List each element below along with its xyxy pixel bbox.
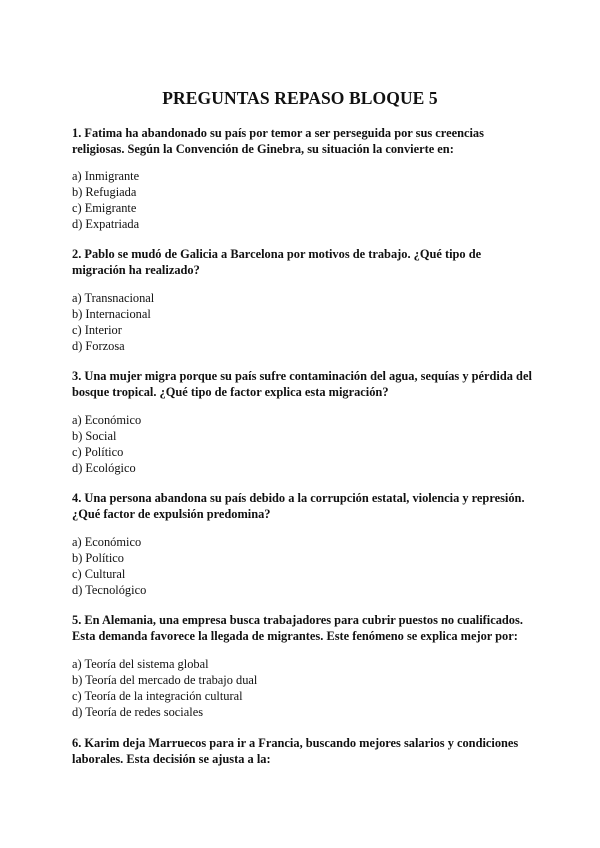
- question-2: [72, 246, 532, 278]
- question-5-options: [72, 656, 532, 720]
- question-3-options: [72, 412, 532, 476]
- question-1-option-c: c) Emigrante: [72, 201, 137, 215]
- question-2-options: [72, 290, 532, 354]
- question-3-option-d: d) Ecológico: [72, 461, 136, 475]
- question-4-options: [72, 534, 532, 598]
- question-4-option-a: a) Económico: [72, 535, 142, 549]
- question-2-line-1: 2. Pablo se mudó de Galicia a Barcelona por motivos de trabajo. ¿Qué tipo de: [72, 247, 482, 261]
- question-3-line-2: bosque tropical. ¿Qué tipo de factor explica esta migración?: [72, 385, 389, 399]
- question-2-option-c: c) Interior: [72, 323, 122, 337]
- question-3: [72, 368, 532, 400]
- question-4-line-2: ¿Qué factor de expulsión predomina?: [72, 507, 271, 521]
- question-2-line-2: migración ha realizado?: [72, 263, 200, 277]
- question-2-option-b: b) Internacional: [72, 307, 151, 321]
- question-3-option-c: c) Político: [72, 445, 124, 459]
- question-5-option-c: c) Teoría de la integración cultural: [72, 689, 243, 703]
- question-5-option-b: b) Teoría del mercado de trabajo dual: [72, 673, 258, 687]
- question-4-option-b: b) Político: [72, 551, 124, 565]
- question-1: [72, 125, 532, 157]
- question-3-line-1: 3. Una mujer migra porque su país sufre contaminación del agua, sequías y pérdida del: [72, 369, 532, 383]
- question-5: [72, 612, 532, 644]
- question-4: [72, 490, 532, 522]
- question-4-option-c: c) Cultural: [72, 567, 126, 581]
- question-6-line-1: 6. Karim deja Marruecos para ir a Francia, buscando mejores salarios y condiciones: [72, 736, 519, 750]
- question-6: [72, 735, 532, 767]
- question-4-option-d: d) Tecnológico: [72, 583, 147, 597]
- question-1-line-2: religiosas. Según la Convención de Ginebra, su situación la convierte en:: [72, 142, 454, 156]
- question-3-option-b: b) Social: [72, 429, 117, 443]
- question-6-line-2: laborales. Esta decisión se ajusta a la:: [72, 752, 271, 766]
- question-2-option-d: d) Forzosa: [72, 339, 125, 353]
- question-4-line-1: 4. Una persona abandona su país debido a la corrupción estatal, violencia y represión.: [72, 491, 525, 505]
- question-1-option-d: d) Expatriada: [72, 217, 140, 231]
- question-5-line-1: 5. En Alemania, una empresa busca trabajadores para cubrir puestos no cualificados.: [72, 613, 523, 627]
- question-1-line-1: 1. Fatima ha abandonado su país por temor a ser perseguida por sus creencias: [72, 126, 484, 140]
- question-5-option-d: d) Teoría de redes sociales: [72, 705, 204, 719]
- question-5-line-2: Esta demanda favorece la llegada de migrantes. Este fenómeno se explica mejor por:: [72, 629, 518, 643]
- question-2-option-a: a) Transnacional: [72, 291, 155, 305]
- question-3-option-a: a) Económico: [72, 413, 142, 427]
- page-title: PREGUNTAS REPASO BLOQUE 5: [162, 88, 438, 108]
- question-5-option-a: a) Teoría del sistema global: [72, 657, 209, 671]
- question-1-options: [72, 168, 532, 232]
- question-1-option-b: b) Refugiada: [72, 185, 137, 199]
- question-1-option-a: a) Inmigrante: [72, 169, 140, 183]
